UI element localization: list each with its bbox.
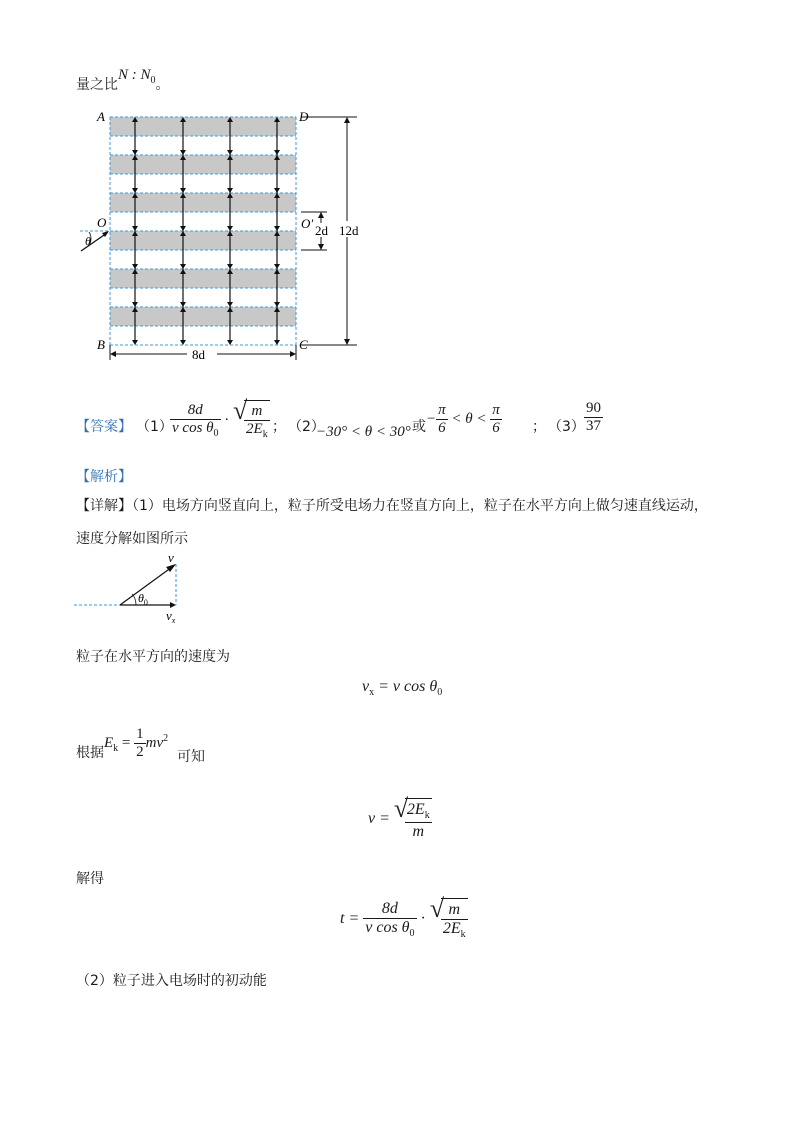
corner-b: B bbox=[97, 337, 105, 352]
answer-part1-expr: $\frac{8d}{v \cos \theta_0}$ · √ $\frac{m}{2E_k}$ bbox=[172, 396, 268, 441]
label-theta: θ bbox=[85, 234, 91, 248]
vel-label-theta0: $\theta_0$ bbox=[138, 591, 148, 607]
equation-t: t = $\frac{8d}{v \cos \theta_0}$ · √ $\frac{m}{2E_k}$ bbox=[340, 894, 466, 941]
equation-ek: $E_k$ = $\frac{1}{2}$ $mv^2$ bbox=[104, 726, 169, 761]
vel-label-vx: $v_x$ bbox=[166, 608, 176, 625]
step3-text: 解得 bbox=[76, 871, 104, 887]
answer-sep2: ； bbox=[532, 419, 546, 435]
vel-label-v: v bbox=[168, 550, 174, 565]
analysis-tag: 【解析】 bbox=[76, 469, 132, 485]
answer-part2-or: 或 bbox=[412, 419, 426, 435]
corner-a: A bbox=[97, 109, 105, 124]
equation-v: v = √ $\frac{2E_k}{m}$ bbox=[368, 794, 430, 840]
velocity-diagram bbox=[72, 548, 192, 628]
answer-sep1: ； bbox=[272, 419, 286, 435]
step4-text: （2）粒子进入电场时的初动能 bbox=[76, 973, 267, 989]
label-o: O bbox=[97, 215, 107, 230]
dim-2d: 2d bbox=[315, 223, 328, 238]
corner-d: D bbox=[299, 109, 309, 124]
intro-text: 量之比 bbox=[76, 77, 118, 93]
step2-prefix: 根据 bbox=[76, 745, 104, 761]
gray-bands bbox=[110, 117, 296, 326]
intro-end: 。 bbox=[155, 77, 170, 93]
equation-vx: $v_x = v$ $\cos \theta_0$ bbox=[362, 678, 443, 699]
dim-8d: 8d bbox=[192, 347, 205, 362]
step2-suffix: 可知 bbox=[177, 749, 205, 765]
answer-tag: 【答案】 bbox=[76, 419, 132, 435]
answer-line bbox=[76, 396, 776, 450]
answer-part3-expr: $\frac{90}{37}$ bbox=[586, 400, 601, 435]
answer-part1-label: （1） bbox=[136, 419, 173, 435]
intro-ratio: N : $N_0$ bbox=[118, 67, 156, 86]
answer-part2-label: （2） bbox=[288, 419, 325, 435]
detail-tag: 【详解】 bbox=[76, 498, 132, 514]
answer-part3-label: （3） bbox=[548, 419, 585, 435]
step1-text: 粒子在水平方向的速度为 bbox=[76, 649, 230, 665]
answer-part2-range2: − $\frac{\pi}{6}$ < θ < $\frac{\pi}{6}$ bbox=[426, 402, 500, 437]
dim-12d: 12d bbox=[339, 223, 359, 238]
answer-part2-range1: −30° < θ < 30° bbox=[316, 424, 411, 440]
field-diagram bbox=[75, 105, 375, 370]
detail-para1: 【详解】（1）电场方向竖直向上，粒子所受电场力在竖直方向上，粒子在水平方向上做匀速直线运动， bbox=[76, 498, 708, 514]
label-o-prime: O′ bbox=[301, 216, 314, 231]
intro-line bbox=[76, 67, 170, 96]
detail-para1b: 速度分解如图所示 bbox=[76, 531, 188, 547]
corner-c: C bbox=[299, 337, 308, 352]
